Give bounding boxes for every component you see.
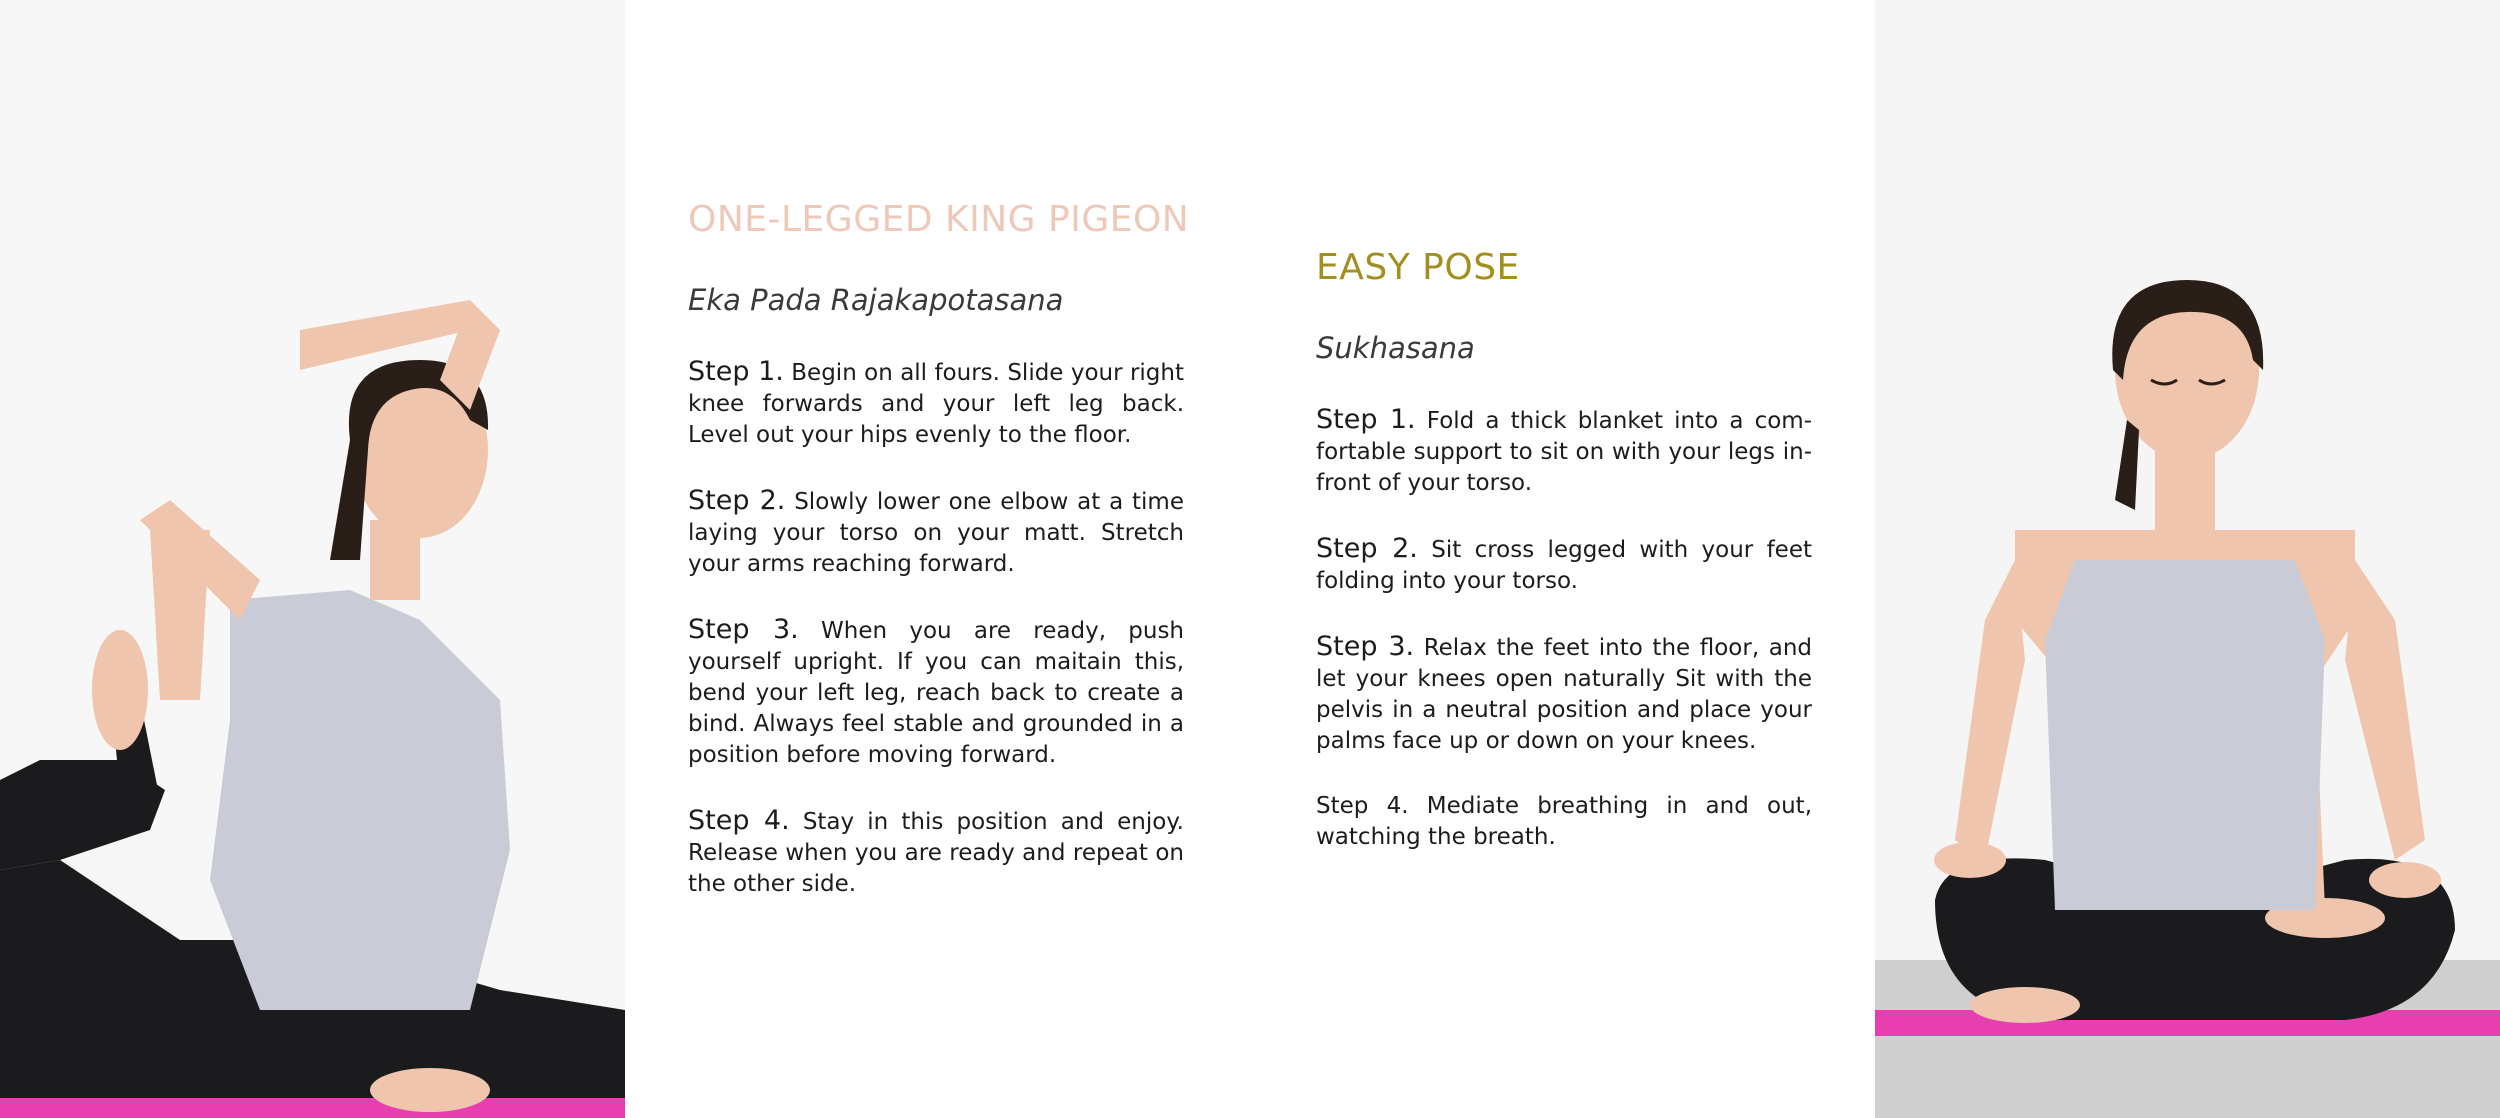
step-label: Step 2. — [688, 485, 786, 516]
step-label: Step 1. — [1316, 404, 1416, 435]
step-item — [688, 805, 1184, 900]
step-item — [688, 356, 1184, 451]
step-text: Fold a thick blanket into a comfortable support to sit on with your legs in-front of your torso. — [1316, 408, 1812, 496]
step-text: Mediate breathing in and out, watching the breath. — [1316, 793, 1813, 850]
step-text: Slowly lower one elbow at a time laying your torso on your matt. Stretch your arms reaching forward. — [688, 489, 1184, 577]
step-label: Step 1. — [688, 356, 784, 387]
pose-title: EASY POSE — [1316, 247, 1520, 288]
step-item — [688, 614, 1184, 771]
step-list — [1316, 404, 1812, 853]
step-item — [688, 485, 1184, 580]
step-text: Sit cross legged with your feet folding into your torso. — [1316, 537, 1813, 594]
step-text: When you are ready, push yourself upright. If you can maitain this, bend your left leg, reach back to create a bind. Always feel stable and grounded in a position before moving forward. — [688, 618, 1185, 768]
step-text: Begin on all fours. Slide your right knee forwards and your left leg back. Level out your hips evenly to the floor. — [688, 360, 1184, 448]
pose-card-pigeon — [688, 196, 1190, 934]
pose-card-easy — [1316, 244, 1812, 887]
step-list — [688, 356, 1184, 900]
easy-pose-photo — [1875, 0, 2500, 1118]
step-item — [1316, 533, 1812, 597]
pose-sanskrit-name: Eka Pada Rajakapotasana — [688, 283, 1064, 317]
pigeon-pose-photo — [0, 0, 625, 1118]
step-item — [1316, 404, 1812, 499]
step-label: Step 4. — [1316, 793, 1409, 819]
step-text: Stay in this position and enjoy. Release when you are ready and repeat on the other side. — [688, 809, 1184, 897]
step-label: Step 3. — [1316, 631, 1415, 662]
step-label: Step 4. — [688, 805, 790, 836]
pose-sanskrit-name: Sukhasana — [1316, 331, 1475, 365]
step-text: Relax the feet into the floor, and let your knees open naturally Sit with the pelvis in a neutral position and place your palms face up or down on your knees. — [1316, 635, 1812, 754]
step-label: Step 2. — [1316, 533, 1418, 564]
step-item — [1316, 631, 1812, 757]
step-item — [1316, 791, 1812, 853]
step-label: Step 3. — [688, 614, 799, 645]
pose-title: ONE-LEGGED KING PIGEON — [688, 199, 1190, 240]
